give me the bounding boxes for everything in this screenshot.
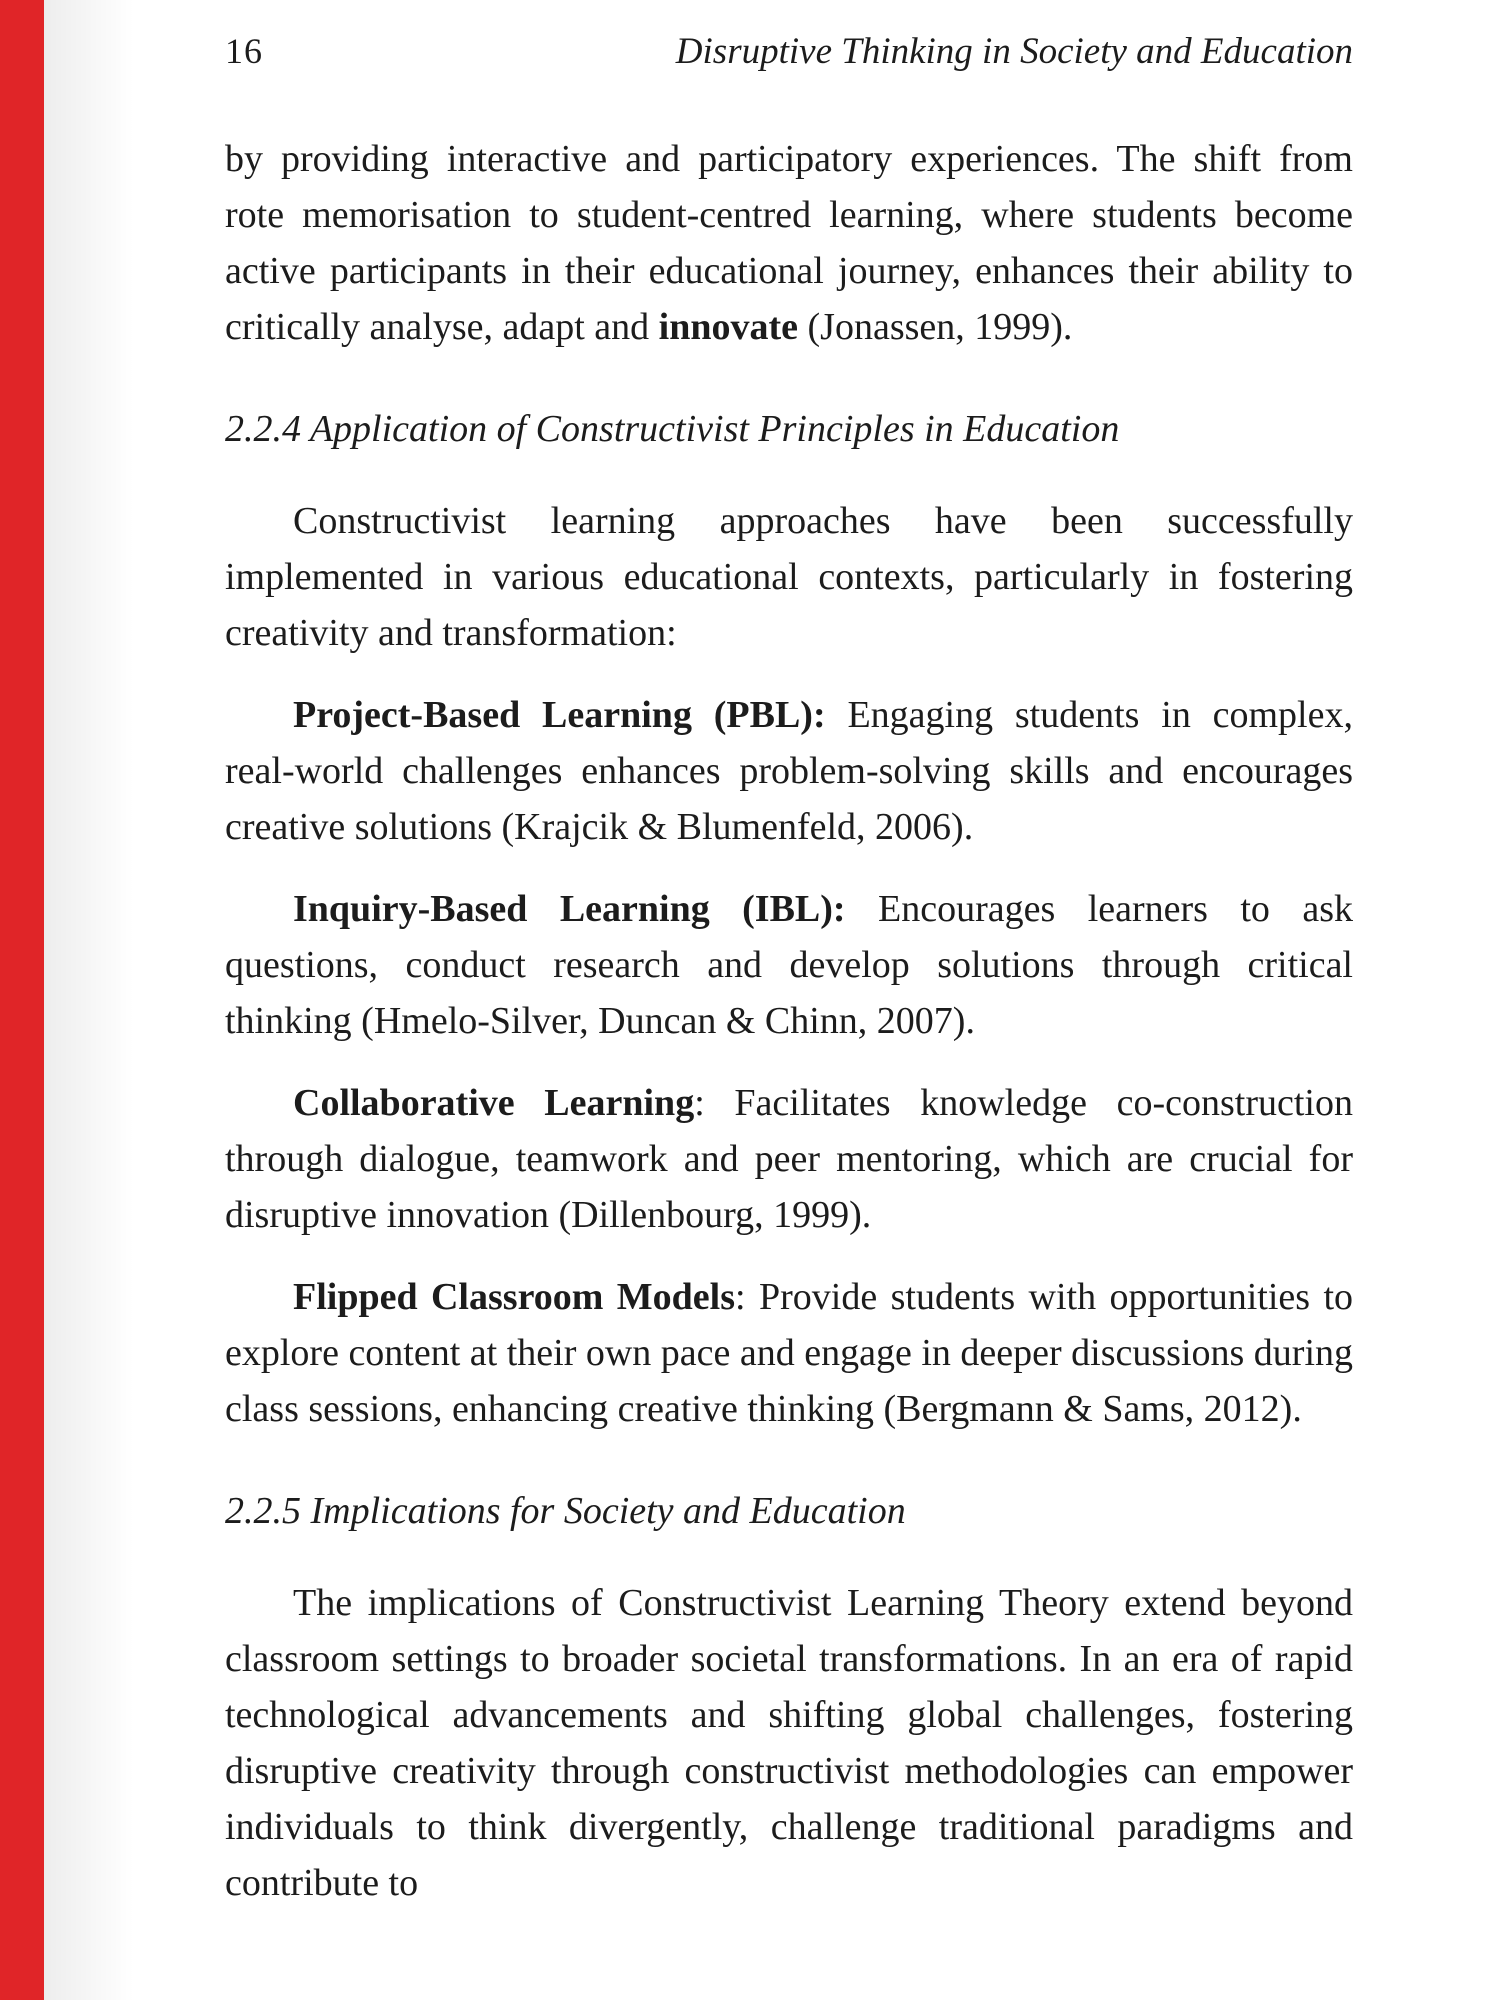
text-run: Constructivist learning approaches have been successfully implemented in various educational contexts, particularly in fostering creativity and transformation: <box>225 500 1353 654</box>
section-heading: 2.2.5 Implications for Society and Education <box>225 1490 906 1532</box>
paragraph <box>225 131 1353 355</box>
text-run: (Jonassen, 1999). <box>798 306 1073 348</box>
book-spine-strip <box>0 0 44 2000</box>
bold-text-run: Project-Based Learning (PBL): <box>293 694 826 736</box>
text-run: Engaging students in complex, real-world challenges enhances problem-solving skills and encourages creative solutions (Krajcik & Blumenfeld, 2006). <box>225 694 1353 848</box>
section-heading: 2.2.4 Application of Constructivist Principles in Education <box>225 408 1120 450</box>
paragraph <box>225 687 1353 855</box>
paragraph <box>225 1075 1353 1243</box>
text-run: by providing interactive and participatory experiences. The shift from rote memorisation to student-centred learning, where students become active participants in their educational journey, enhances their ability to critically analyse, adapt and <box>225 138 1353 348</box>
page-content <box>225 131 1353 1911</box>
page-number: 16 <box>225 31 263 71</box>
text-run: : Facilitates knowledge co-construction through dialogue, teamwork and peer mentoring, which are crucial for disruptive innovation (Dillenbourg, 1999). <box>225 1082 1353 1236</box>
text-run: : Provide students with opportunities to explore content at their own pace and engage in deeper discussions during class sessions, enhancing creative thinking (Bergmann & Sams, 2012). <box>225 1276 1354 1430</box>
page-body <box>225 30 1353 1937</box>
paragraph <box>225 1575 1353 1911</box>
bold-text-run: innovate <box>658 306 799 348</box>
paragraph <box>225 881 1353 1049</box>
paragraph <box>225 493 1353 661</box>
running-header-title: Disruptive Thinking in Society and Education <box>675 31 1353 72</box>
bold-text-run: Flipped Classroom Models <box>293 1276 736 1318</box>
page-header <box>225 30 1353 73</box>
bold-text-run: Collaborative Learning <box>293 1082 695 1124</box>
gutter-shadow <box>44 0 134 2000</box>
text-run: The implications of Constructivist Learning Theory extend beyond classroom settings to broader societal transformations. In an era of rapid technological advancements and shifting global challenges, fostering disruptive creativity through constructivist methodologies can empower individuals to think divergently, challenge traditional paradigms and contribute to <box>225 1582 1353 1904</box>
paragraph <box>225 1269 1353 1437</box>
text-run: Encourages learners to ask questions, conduct research and develop solutions through critical thinking (Hmelo-Silver, Duncan & Chinn, 2007). <box>225 888 1353 1042</box>
bold-text-run: Inquiry-Based Learning (IBL): <box>293 888 846 930</box>
